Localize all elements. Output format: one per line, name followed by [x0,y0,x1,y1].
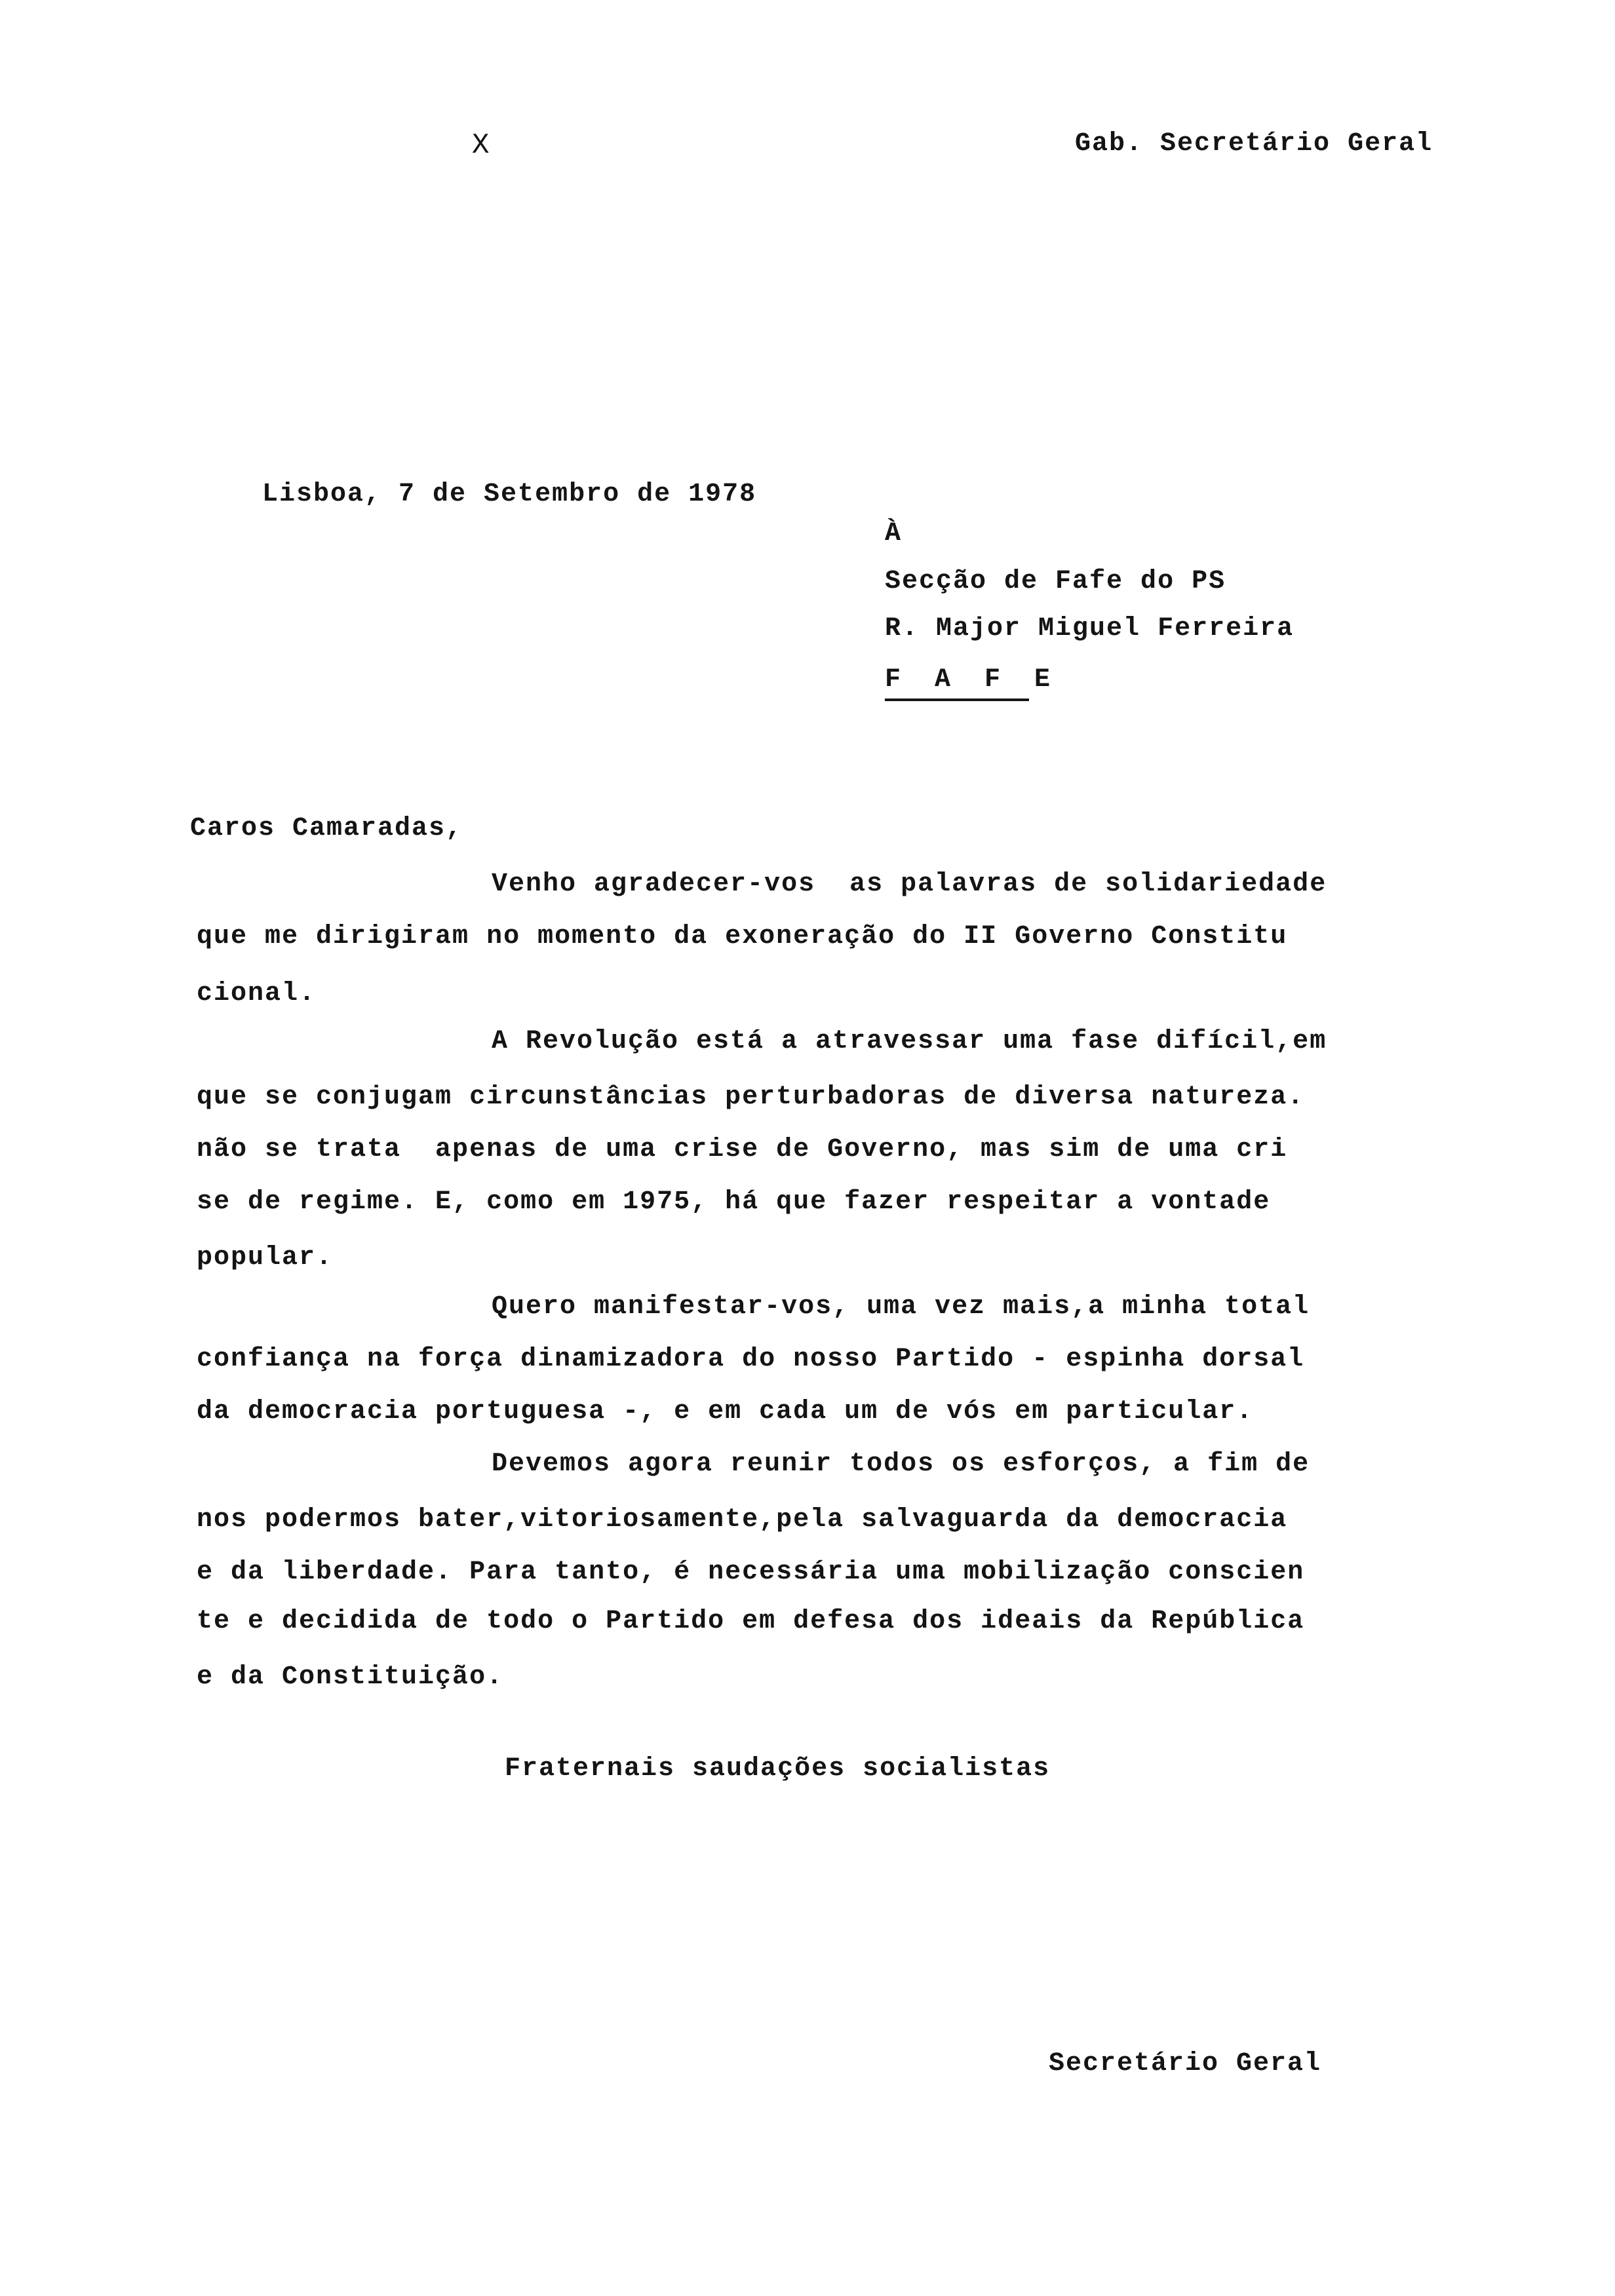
recipient-line-3: F A F E [885,665,1060,695]
body-line: que se conjugam circunstâncias perturbadoras de diversa natureza. [197,1082,1305,1112]
body-line: da democracia portuguesa -, e em cada um de vós em particular. [197,1397,1254,1426]
body-line: se de regime. E, como em 1975, há que fazer respeitar a vontade [197,1187,1271,1217]
signature: Secretário Geral [1049,2049,1322,2078]
recipient-line-2: R. Major Miguel Ferreira [885,614,1294,643]
body-line: Venho agradecer-vos as palavras de solidariedade [492,870,1327,899]
recipient-line-1: Secção de Fafe do PS [885,567,1226,596]
body-line: não se trata apenas de uma crise de Governo, mas sim de uma cri [197,1135,1288,1164]
header-mark: X [472,129,490,162]
body-line: e da Constituição. [197,1662,504,1692]
body-line: Quero manifestar-vos, uma vez mais,a minha total [492,1292,1310,1322]
body-line: que me dirigiram no momento da exoneração do II Governo Constitu [197,922,1288,951]
body-line: cional. [197,979,317,1008]
body-line: e da liberdade. Para tanto, é necessária uma mobilização conscien [197,1558,1305,1587]
body-line: confiança na força dinamizadora do nosso Partido - espinha dorsal [197,1345,1305,1374]
salutation: Caros Camaradas, [190,814,463,843]
header-office: Gab. Secretário Geral [1075,129,1433,159]
closing: Fraternais saudações socialistas [505,1754,1051,1784]
recipient-city-underline [885,698,1029,701]
body-line: te e decidida de todo o Partido em defesa dos ideais da República [197,1607,1305,1636]
body-line: Devemos agora reunir todos os esforços, a fim de [492,1449,1310,1479]
body-line: popular. [197,1243,334,1272]
body-line: A Revolução está a atravessar uma fase difícil,em [492,1027,1327,1056]
dateline: Lisboa, 7 de Setembro de 1978 [262,480,757,509]
body-line: nos podermos bater,vitoriosamente,pela salvaguarda da democracia [197,1505,1288,1535]
recipient-prefix: À [885,519,903,548]
